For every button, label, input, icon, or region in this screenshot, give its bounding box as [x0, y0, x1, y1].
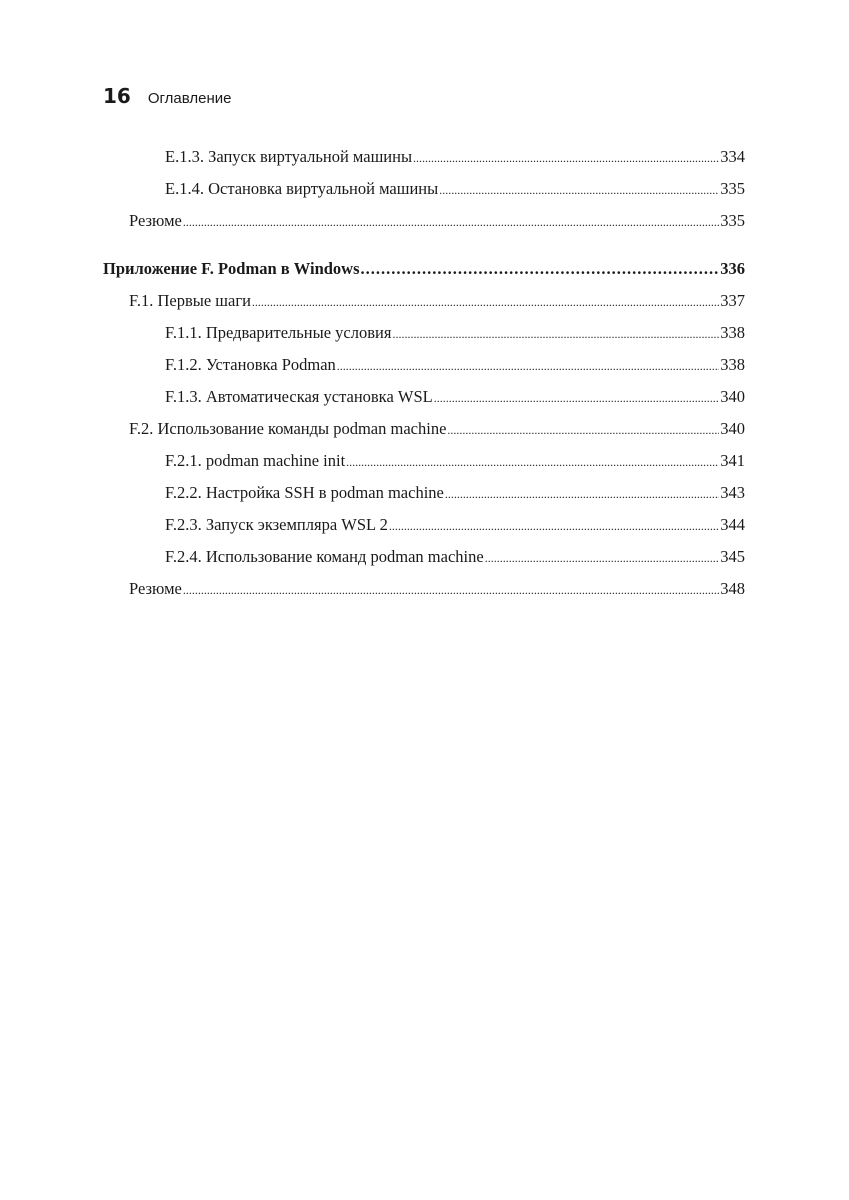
toc-entry-page: 344	[720, 515, 745, 534]
toc-entry-title: F.1.2. Установка Podman	[165, 355, 336, 374]
toc-entry-title: F.2.4. Использование команд podman machine	[165, 547, 484, 566]
toc-entry[interactable]	[165, 355, 745, 375]
dot-leader	[485, 548, 720, 568]
dot-leader	[337, 356, 719, 376]
toc-entry[interactable]	[165, 515, 745, 535]
toc-entry[interactable]	[129, 291, 745, 311]
toc-entry-title: F.1. Первые шаги	[129, 291, 251, 310]
toc-entry-title: Резюме	[129, 211, 182, 230]
toc-entry-title: E.1.4. Остановка виртуальной машины	[165, 179, 439, 198]
dot-leader	[447, 420, 719, 440]
toc-entry-title: F.2.2. Настройка SSH в podman machine	[165, 483, 444, 502]
toc-entry-page: 341	[720, 451, 745, 470]
toc-entry[interactable]	[165, 147, 745, 167]
toc-entry-page: 340	[720, 387, 745, 406]
toc-entry[interactable]	[165, 179, 745, 199]
toc-entry-page: 348	[720, 579, 745, 598]
toc-entry[interactable]	[129, 211, 745, 231]
toc-entry-title: F.2.3. Запуск экземпляра WSL 2	[165, 515, 388, 534]
toc-entry-title: Резюме	[129, 579, 182, 598]
toc-entry-title: F.1.1. Предварительные условия	[165, 323, 392, 342]
toc-entry-title: F.1.3. Автоматическая установка WSL	[165, 387, 433, 406]
page-number: 16	[103, 84, 131, 108]
dot-leader	[183, 580, 719, 600]
toc-entry-page: 335	[720, 211, 745, 230]
toc-entry[interactable]	[129, 419, 745, 439]
page-header	[103, 84, 231, 110]
toc-entry-page: 343	[720, 483, 745, 502]
dot-leader	[389, 516, 719, 536]
toc-entry-title: F.2. Использование команды podman machine	[129, 419, 447, 438]
toc-entry-page: 336	[720, 259, 745, 278]
dot-leader	[439, 180, 719, 200]
dot-leader	[252, 292, 719, 312]
toc-entry-page: 340	[720, 419, 745, 438]
dot-leader	[346, 452, 719, 472]
toc-entry[interactable]	[165, 483, 745, 503]
toc-entry-page: 335	[720, 179, 745, 198]
toc-entry-page: 337	[720, 291, 745, 310]
toc-entry[interactable]	[165, 323, 745, 343]
toc-entry-page: 345	[720, 547, 745, 566]
dot-leader	[445, 484, 719, 504]
toc-entry[interactable]	[165, 387, 745, 407]
dot-leader	[392, 324, 719, 344]
dot-leader	[434, 388, 720, 408]
toc-entry-page: 334	[720, 147, 745, 166]
running-title: Оглавление	[147, 90, 232, 107]
toc-entry[interactable]	[165, 547, 745, 567]
toc-chapter-entry[interactable]	[103, 259, 745, 279]
dot-leader	[183, 212, 719, 232]
dot-leader	[361, 259, 720, 279]
toc-entry[interactable]	[129, 579, 745, 599]
toc-entry-title: F.2.1. podman machine init	[165, 451, 346, 470]
toc-entry-title: Приложение F. Podman в Windows	[103, 259, 360, 278]
toc-entry-page: 338	[720, 323, 745, 342]
toc-entry[interactable]	[165, 451, 745, 471]
toc-entry-title: E.1.3. Запуск виртуальной машины	[165, 147, 413, 166]
toc-entry-page: 338	[720, 355, 745, 374]
dot-leader	[413, 148, 719, 168]
